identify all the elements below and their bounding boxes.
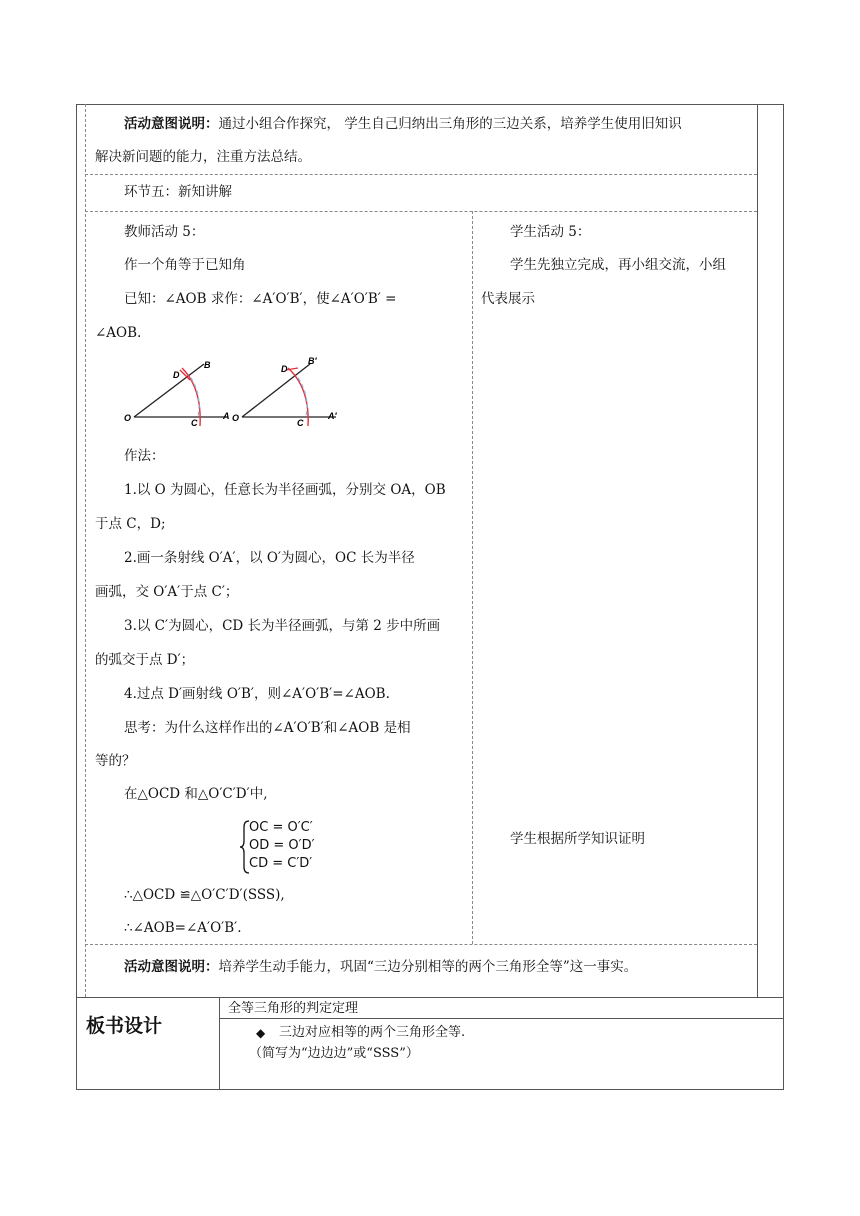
intent-line-2: 解决新问题的能力，注重方法总结。	[95, 149, 311, 165]
column-divider	[472, 211, 473, 944]
angle-construction-figure	[118, 352, 350, 428]
outer-left-border	[76, 104, 77, 1090]
intent-2	[124, 958, 637, 976]
step2-line-2: 画弧，交 O′A′于点 C′；	[95, 584, 239, 600]
board-point: 三边对应相等的两个三角形全等.	[279, 1025, 466, 1040]
system-eq-3: CD = C′D′	[249, 856, 313, 871]
step3-line-1: 3.以 C′为圆心，CD 长为半径画弧，与第 2 步中所画	[124, 618, 441, 634]
divider-2	[85, 211, 757, 212]
fig2-label-a: A′	[328, 411, 337, 421]
inner-right-border	[757, 104, 758, 997]
conclusion-1: ∴△OCD ≌△O′C′D′(SSS),	[124, 887, 285, 903]
fig2-label-d: D	[281, 364, 288, 374]
think-line-2: 等的？	[95, 753, 136, 769]
board-sub-divider	[219, 1018, 784, 1019]
section-divider	[76, 997, 784, 998]
outer-top-border	[76, 104, 784, 105]
divider-3	[85, 944, 757, 945]
outer-right-border	[783, 104, 784, 1090]
fig2-label-o: O	[232, 413, 240, 423]
fig1-label-b: B	[204, 360, 211, 370]
proof-intro: 在△OCD 和△O′C′D′中,	[124, 786, 268, 802]
fig1-label-o: O	[124, 413, 132, 423]
student-text-line-2: 代表展示	[481, 291, 535, 307]
board-label: 板书设计	[86, 1015, 163, 1037]
teacher-task: 作一个角等于已知角	[124, 257, 246, 273]
student-proof-note: 学生根据所学知识证明	[510, 831, 645, 847]
given-line-1: 已知：∠AOB 求作：∠A′O′B′，使∠A′O′B′ =	[124, 291, 397, 307]
fig1-label-c: C	[191, 418, 198, 428]
board-bullet: ◆	[256, 1026, 266, 1040]
system-eq-2: OD = O′D′	[249, 838, 315, 853]
conclusion-2: ∴∠AOB=∠A′O′B′.	[124, 920, 242, 936]
board-column-divider	[219, 997, 220, 1089]
intent-line-1	[124, 115, 682, 133]
stage-title: 环节五：新知讲解	[124, 184, 232, 200]
intent-text: 通过小组合作探究， 学生自己归纳出三角形的三边关系，培养学生使用旧知识	[218, 116, 682, 132]
outer-bottom-border	[76, 1089, 784, 1090]
divider-1	[85, 174, 757, 175]
inner-left-dashed	[85, 104, 86, 997]
intent-2-label: 活动意图说明：	[124, 959, 219, 975]
step2-line-1: 2.画一条射线 O′A′，以 O′为圆心，OC 长为半径	[124, 550, 415, 566]
intent-label: 活动意图说明：	[124, 116, 219, 132]
method-heading: 作法：	[124, 448, 165, 464]
step4: 4.过点 D′画射线 O′B′，则∠A′O′B′=∠AOB.	[124, 686, 390, 702]
step3-line-2: 的弧交于点 D′；	[95, 652, 195, 668]
fig2-label-c: C	[297, 418, 304, 428]
board-short: （简写为“边边边”或“SSS”）	[249, 1046, 419, 1061]
board-title: 全等三角形的判定定理	[228, 1001, 359, 1016]
system-eq-1: OC = O′C′	[249, 820, 313, 835]
fig1-label-d: D	[173, 370, 180, 380]
step1-line-1: 1.以 O 为圆心，任意长为半径画弧，分别交 OA，OB	[124, 482, 446, 498]
fig1-label-a: A	[223, 411, 230, 421]
student-heading: 学生活动 5：	[510, 224, 591, 240]
teacher-heading: 教师活动 5：	[124, 224, 205, 240]
student-text-line-1: 学生先独立完成，再小组交流，小组	[510, 257, 726, 273]
intent-2-text: 培养学生动手能力，巩固“三边分别相等的两个三角形全等”这一事实。	[218, 959, 638, 975]
fig2-label-b: B′	[308, 356, 317, 366]
think-line-1: 思考：为什么这样作出的∠A′O′B′和∠AOB 是相	[124, 720, 411, 736]
given-line-2: ∠AOB.	[95, 325, 142, 341]
step1-line-2: 于点 C，D;	[95, 516, 166, 532]
